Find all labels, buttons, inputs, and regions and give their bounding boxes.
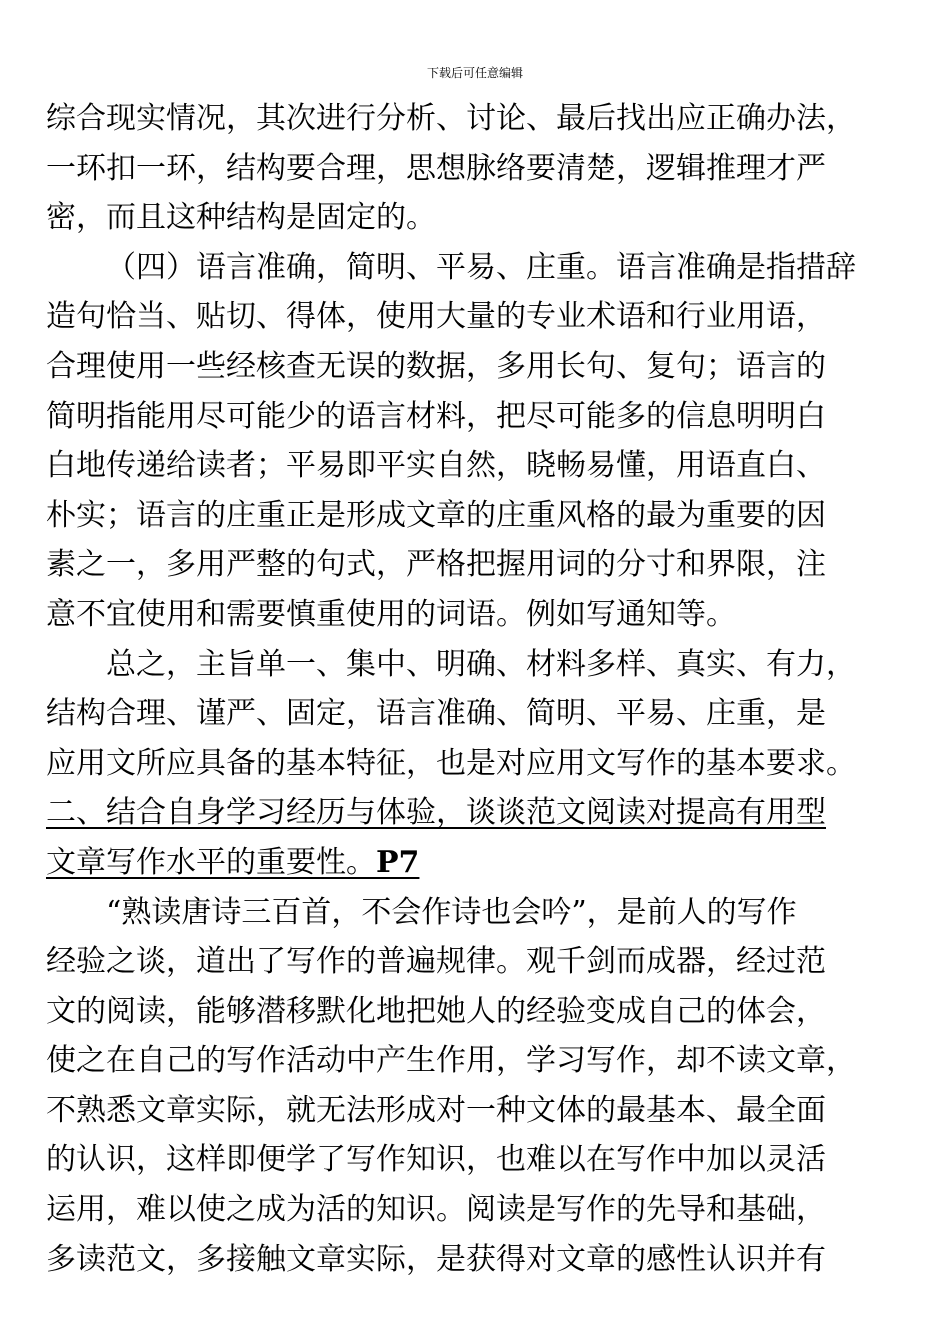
paragraph-start-line: （四）语言准确，简明、平易、庄重。语言准确是指措辞	[106, 249, 856, 285]
page-reference: P7	[376, 844, 420, 880]
page-header-note: 下载后可任意编辑	[426, 66, 523, 80]
text-line: 多读范文，多接触文章实际，是获得对文章的感性认识并有	[46, 1241, 826, 1277]
section-heading-text: 文章写作水平的重要性。	[46, 844, 376, 880]
text-line: 结构合理、谨严、固定，语言准确、简明、平易、庄重，是	[46, 696, 826, 732]
text-line: 朴实；语言的庄重正是形成文章的庄重风格的最为重要的因	[46, 497, 826, 533]
text-line: 文的阅读，能够潜移默化地把她人的经验变成自己的体会，	[46, 993, 826, 1029]
section-heading-line: 二、结合自身学习经历与体验，谈谈范文阅读对提高有用型	[46, 795, 826, 831]
text-line: 意不宜使用和需要慎重使用的词语。例如写通知等。	[46, 596, 736, 632]
text-line: 不熟悉文章实际，就无法形成对一种文体的最基本、最全面	[46, 1092, 826, 1128]
text-line: 造句恰当、贴切、得体，使用大量的专业术语和行业用语，	[46, 299, 826, 335]
text-line: 的认识，这样即便学了写作知识，也难以在写作中加以灵活	[46, 1142, 826, 1178]
text-line: 合理使用一些经核查无误的数据，多用长句、复句；语言的	[46, 348, 826, 384]
paragraph-start-line: “熟读唐诗三百首，不会作诗也会吟”，是前人的写作	[106, 894, 797, 930]
text-line: 一环扣一环，结构要合理，思想脉络要清楚，逻辑推理才严	[46, 150, 826, 186]
text-line: 白地传递给读者；平易即平实自然，晓畅易懂，用语直白、	[46, 448, 826, 484]
text-line: 素之一，多用严整的句式，严格把握用词的分寸和界限，注	[46, 547, 826, 583]
text-line: 密，而且这种结构是固定的。	[46, 200, 436, 236]
section-heading-line	[46, 838, 926, 888]
text-line: 使之在自己的写作活动中产生作用，学习写作，却不读文章，	[46, 1043, 856, 1079]
text-line: 简明指能用尽可能少的语言材料，把尽可能多的信息明明白	[46, 398, 826, 434]
document-body	[46, 94, 926, 1284]
text-line: 运用，难以使之成为活的知识。阅读是写作的先导和基础，	[46, 1192, 826, 1228]
text-line: 经验之谈，道出了写作的普遍规律。观千剑而成器，经过范	[46, 944, 826, 980]
text-line: 应用文所应具备的基本特征，也是对应用文写作的基本要求。	[46, 745, 856, 781]
paragraph-start-line: 总之，主旨单一、集中、明确、材料多样、真实、有力，	[106, 646, 856, 682]
text-line: 综合现实情况，其次进行分析、讨论、最后找出应正确办法，	[46, 101, 856, 136]
